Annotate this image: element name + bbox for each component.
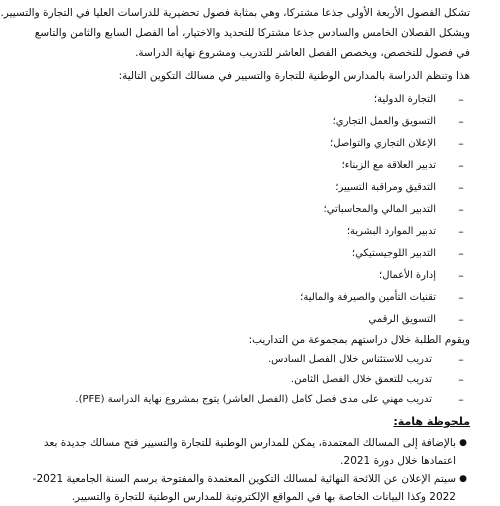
note-line: 2022 وكذا البيانات الخاصة بها في المواقع الإلكترونية للمدارس الوطنية للتجارة والتسيير. xyxy=(71,491,456,503)
track-label: تدبير الموارد البشرية؛ xyxy=(346,226,436,237)
list-item xyxy=(30,136,470,152)
track-label: التدقيق ومراقبة التسيير؛ xyxy=(335,182,436,193)
track-label: التجارة الدولية؛ xyxy=(373,94,436,105)
dash-bullet-icon: – xyxy=(458,353,464,366)
training-label: تدريب للتعمق خلال الفصل الثامن. xyxy=(290,374,432,385)
dash-bullet-icon: – xyxy=(458,373,464,386)
dash-bullet-icon: – xyxy=(458,393,464,406)
training-label: تدريب مهني على مدى فصل كامل (الفصل العاشر) يتوج بمشروع نهاية الدراسة (PFE). xyxy=(75,394,432,405)
note-item xyxy=(30,470,470,506)
track-label: إدارة الأعمال؛ xyxy=(379,270,436,281)
intro-line-2: ويشكل الفصلان الخامس والسادس جذعا مشتركا للتحديد والاختيار، أما الفصل السابع والثامن والتاسع xyxy=(34,27,470,39)
dash-bullet-icon: – xyxy=(458,159,464,172)
track-label: الإعلان التجاري والتواصل؛ xyxy=(330,138,436,149)
track-label: التسويق والعمل التجاري؛ xyxy=(332,116,436,127)
list-item xyxy=(30,246,470,262)
tracks-intro: هذا وتنظم الدراسة بالمدارس الوطنية للتجارة والتسيير في مسالك التكوين التالية: xyxy=(118,70,470,82)
list-item xyxy=(30,312,470,328)
training-intro: ويقوم الطلبة خلال دراستهم بمجموعة من التداريب: xyxy=(248,334,470,346)
intro-line-1: تشكل الفصول الأربعة الأولى جذعا مشتركا، وهي بمثابة فصول تحضيرية للدراسات العليا في التجارة والتسيير. xyxy=(0,7,470,19)
dash-bullet-icon: – xyxy=(458,247,464,260)
list-item xyxy=(30,224,470,240)
note-line: سيتم الإعلان عن اللائحة النهائية لمسالك التكوين المعتمدة والمفتوحة برسم السنة الجامعية 2021- xyxy=(32,473,456,485)
filled-circle-bullet-icon: ● xyxy=(459,474,467,484)
training-label: تدريب للاستئناس خلال الفصل السادس. xyxy=(267,354,432,365)
dash-bullet-icon: – xyxy=(458,313,464,326)
note-line: بالإضافة إلى المسالك المعتمدة، يمكن للمدارس الوطنية للتجارة والتسيير فتح مسالك جديدة بعد xyxy=(43,437,456,449)
track-label: التدبير اللوجيستيكي؛ xyxy=(351,248,436,259)
track-label: تقنيات التأمين والصيرفة والمالية؛ xyxy=(300,292,436,303)
list-item xyxy=(30,158,470,174)
list-item xyxy=(30,290,470,306)
track-label: التسويق الرقمي xyxy=(368,314,436,325)
list-item xyxy=(30,268,470,284)
list-item xyxy=(30,352,470,368)
list-item xyxy=(30,180,470,196)
list-item xyxy=(30,92,470,108)
intro-line-3: في فصول للتخصص، ويخصص الفصل العاشر للتدريب ومشروع نهاية الدراسة. xyxy=(135,47,470,59)
note-text-block xyxy=(44,434,456,470)
note-text-block xyxy=(33,470,456,506)
dash-bullet-icon: – xyxy=(458,93,464,106)
note-item xyxy=(30,434,470,470)
list-item xyxy=(30,392,470,408)
dash-bullet-icon: – xyxy=(458,269,464,282)
dash-bullet-icon: – xyxy=(458,137,464,150)
track-label: التدبير المالي والمحاسباتي؛ xyxy=(323,204,436,215)
note-line: اعتمادها خلال دورة 2021. xyxy=(340,455,456,467)
dash-bullet-icon: – xyxy=(458,291,464,304)
filled-circle-bullet-icon: ● xyxy=(459,438,467,448)
dash-bullet-icon: – xyxy=(458,225,464,238)
list-item xyxy=(30,202,470,218)
dash-bullet-icon: – xyxy=(458,203,464,216)
track-label: تدبير العلاقة مع الزبناء؛ xyxy=(341,160,436,171)
list-item xyxy=(30,372,470,388)
list-item xyxy=(30,114,470,130)
notes-title: ملحوظة هامة: xyxy=(393,415,470,428)
dash-bullet-icon: – xyxy=(458,115,464,128)
dash-bullet-icon: – xyxy=(458,181,464,194)
